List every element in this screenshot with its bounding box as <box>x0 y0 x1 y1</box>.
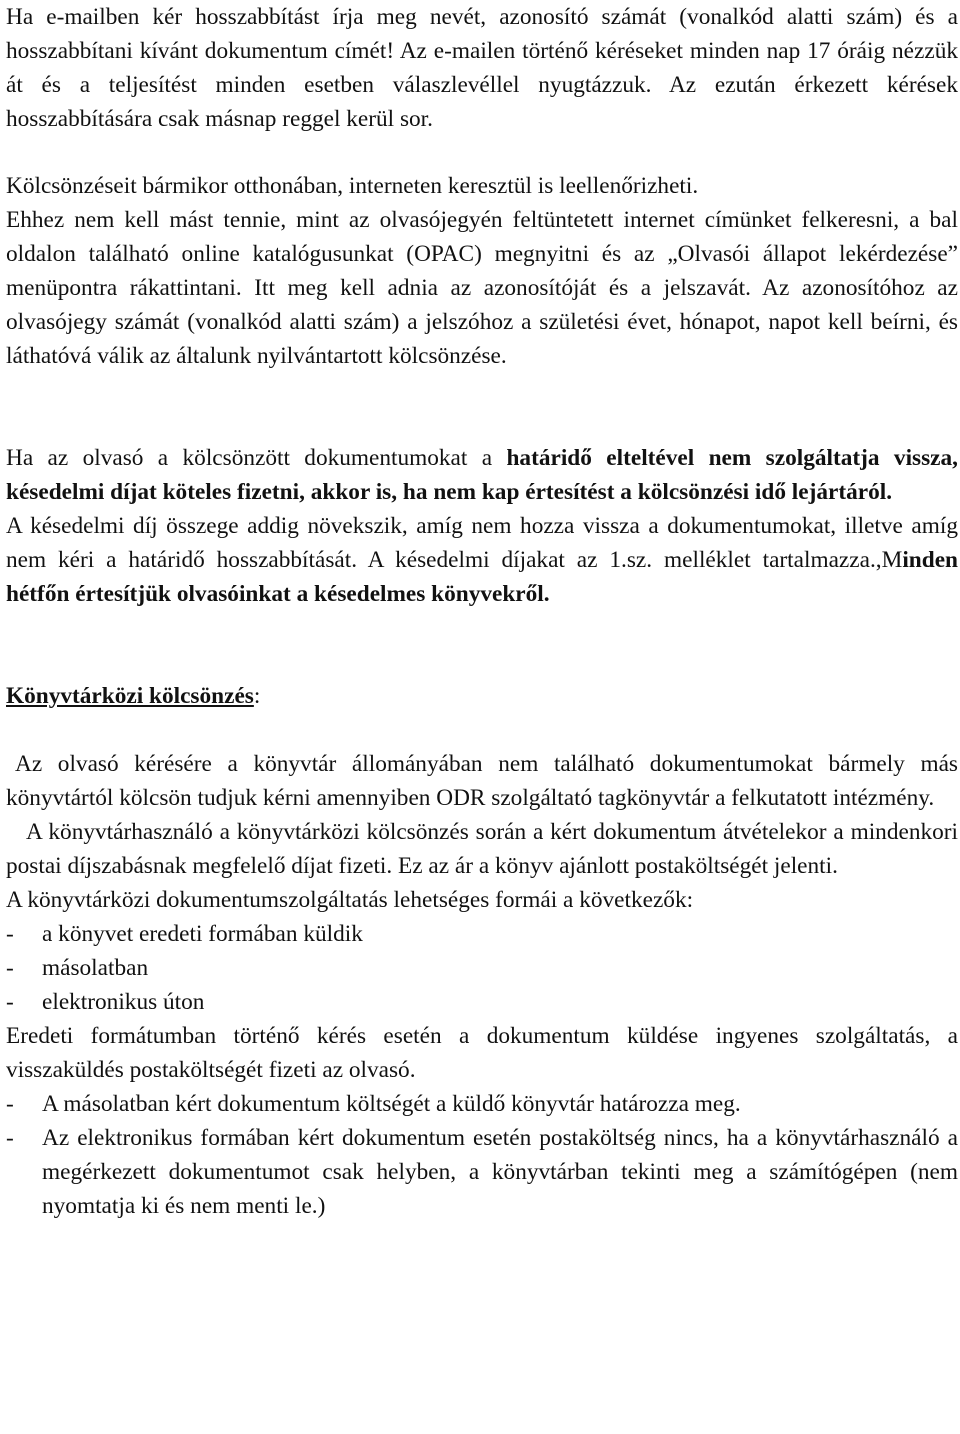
list-dash: - <box>6 955 14 981</box>
interlibrary-fee-paragraph: A könyvtárhasználó a könyvtárközi kölcsönzés során a kért dokumentum átvételekor a mindenkori postai díjszabásnak megfelelő díjat fizeti. Ez az ár a könyv ajánlott postaköltségét jelenti. <box>6 819 958 879</box>
monday-notice-bold-text: inden hétfőn értesítjük olvasóinkat a késedelmes könyvekről. <box>6 547 958 607</box>
list-item-text: A másolatban kért dokumentum költségét a küldő könyvtár határozza meg. <box>42 1091 741 1117</box>
late-fee-amount-text: A késedelmi díj összege addig növekszik, amíg nem hozza vissza a dokumentumokat, illetve amíg nem kéri a határidő hosszabbítását. A késedelmi díjakat az 1.sz. melléklet tartalmazza.,M <box>6 513 958 573</box>
interlibrary-request-paragraph: Az olvasó kérésére a könyvtár állományában nem található dokumentumokat bármely más könyvtártól kölcsön tudjuk kérni amennyiben ODR szolgáltató tagkönyvtár a felkutatott intézmény. <box>6 751 958 811</box>
section-title-colon: : <box>253 683 261 709</box>
online-check-instructions: Ehhez nem kell mást tennie, mint az olvasójegyén feltüntetett internet címünket felkeresni, a bal oldalon található online katalógusunkat (OPAC) megnyitni és az „Olvasói állapot lekérdezése” menüpontra rákattintani. Itt meg kell adnia az azonosítóját és a jelszavát. Az azonosítóhoz az olvasójegy számát (vonalkód alatti szám) a jelszóhoz a születési évet, hónapot, napot kell beírni, és láthatóvá válik az általunk nyilvántartott kölcsönzése. <box>6 207 958 369</box>
list-dash: - <box>6 1125 14 1151</box>
interlibrary-heading <box>6 679 958 713</box>
original-format-paragraph: Eredeti formátumban történő kérés esetén a dokumentum küldése ingyenes szolgáltatás, a visszaküldés postaköltségét fizeti az olvasó. <box>6 1023 958 1083</box>
late-fee-bold-text: határidő elteltével nem szolgáltatja vissza, késedelmi díjat köteles fizetni, akkor is, ha nem kap értesítést a kölcsönzési idő lejártáról. <box>6 445 958 505</box>
list-item-text: Az elektronikus formában kért dokumentum esetén postaköltség nincs, ha a könyvtárhasználó a megérkezett dokumentumot csak helyben, a könyvtárban tekinti meg a számítógépen (nem nyomtatja ki és nem menti le.) <box>42 1125 958 1219</box>
service-forms-list <box>6 917 958 1019</box>
email-extension-paragraph: Ha e-mailben kér hosszabbítást írja meg nevét, azonosító számát (vonalkód alatti szám) és a hosszabbítani kívánt dokumentum címét! Az e-mailen történő kéréseket minden nap 17 óráig nézzük át és a teljesítést minden esetben válaszlevéllel nyugtázzuk. Az ezután érkezett kérések hosszabbítására csak másnap reggel kerül sor. <box>6 4 958 132</box>
list-item <box>6 985 958 1019</box>
list-item-text: elektronikus úton <box>42 989 205 1015</box>
online-check-intro: Kölcsönzéseit bármikor otthonában, interneten keresztül is leellenőrizheti. <box>6 173 699 199</box>
document-page <box>6 0 958 1223</box>
section-title: Könyvtárközi kölcsönzés <box>6 683 254 709</box>
late-fee-paragraph <box>6 441 958 509</box>
list-item <box>6 951 958 985</box>
list-item <box>6 1121 958 1223</box>
list-dash: - <box>6 1091 14 1117</box>
list-item-text: a könyvet eredeti formában küldik <box>42 921 363 947</box>
cost-notes-list <box>6 1087 958 1223</box>
list-dash: - <box>6 921 14 947</box>
list-dash: - <box>6 989 14 1015</box>
list-item <box>6 917 958 951</box>
late-fee-text: Ha az olvasó a kölcsönzött dokumentumokat a <box>6 445 507 471</box>
service-forms-intro: A könyvtárközi dokumentumszolgáltatás lehetséges formái a következők: <box>6 887 694 913</box>
late-fee-amount-paragraph <box>6 509 958 611</box>
list-item-text: másolatban <box>42 955 149 981</box>
list-item <box>6 1087 958 1121</box>
